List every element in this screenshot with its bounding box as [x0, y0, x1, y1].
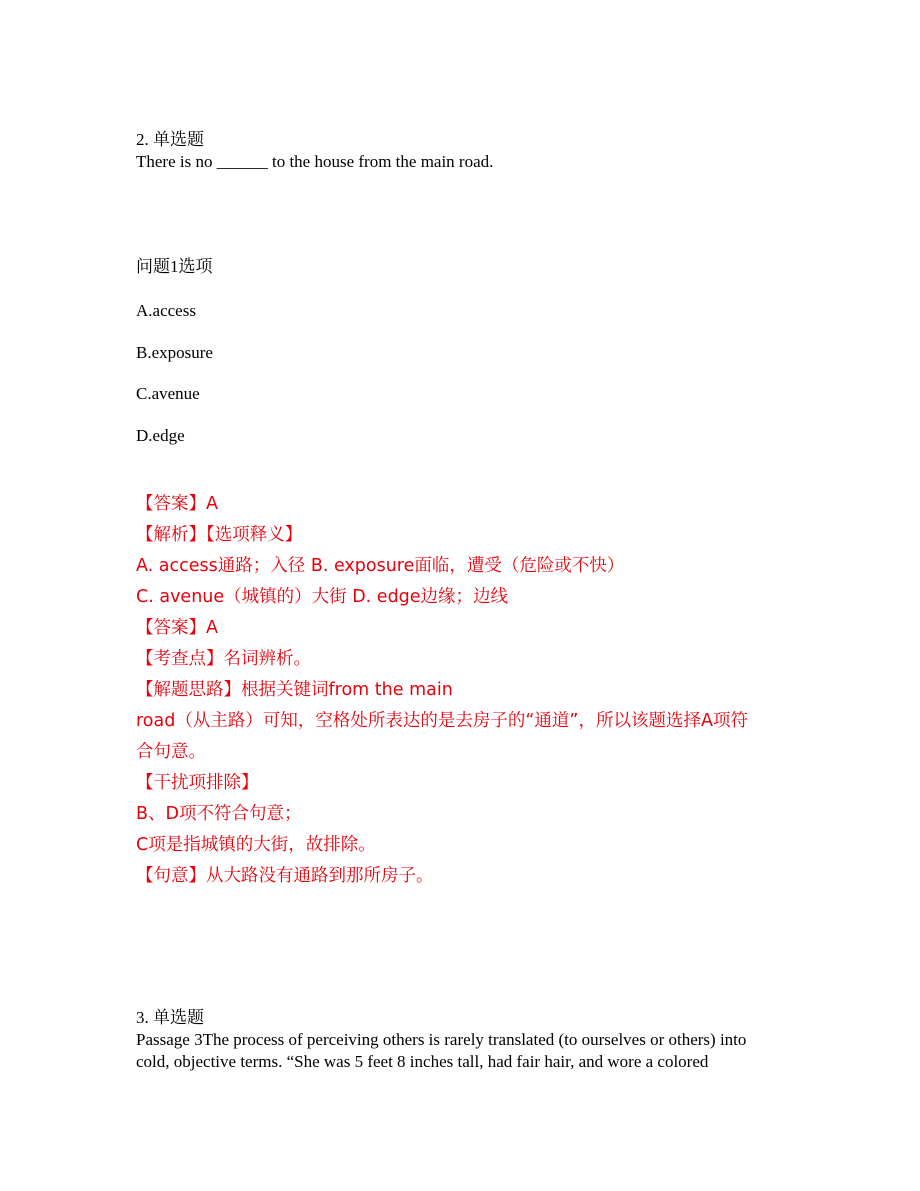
question-2-stem: There is no ______ to the house from the main road.: [136, 152, 494, 171]
answer-analysis: [136, 489, 748, 892]
question-2-heading: 2. 单选题: [136, 130, 204, 149]
solution-idea-line: 【解题思路】根据关键词from the main: [136, 680, 453, 700]
option-d: D.edge: [136, 426, 185, 445]
option-b: B.exposure: [136, 343, 213, 362]
answer-line: 【答案】A: [136, 494, 218, 514]
option-gloss-line: C. avenue（城镇的）大街 D. edge边缘；边线: [136, 587, 509, 607]
distractor-line: B、D项不符合句意；: [136, 804, 302, 824]
solution-idea-line: road（从主路）可知，空格处所表达的是去房子的“通道”，所以该题选择A项符: [136, 711, 748, 731]
question-3-heading: 3. 单选题: [136, 1008, 204, 1027]
option-a: A.access: [136, 301, 196, 320]
answer-line: 【答案】A: [136, 618, 218, 638]
distractor-header: 【干扰项排除】: [136, 773, 259, 793]
options-title: 问题1选项: [136, 257, 213, 276]
question-2: [136, 129, 493, 173]
option-gloss-line: A. access通路；入径 B. exposure面临，遭受（危险或不快）: [136, 556, 625, 576]
test-point-line: 【考查点】名词辨析。: [136, 649, 311, 669]
sentence-meaning-line: 【句意】从大路没有通路到那所房子。: [136, 866, 434, 886]
question-3-passage-line: cold, objective terms. “She was 5 feet 8 inches tall, had fair hair, and wore a colored: [136, 1052, 709, 1071]
analysis-header: 【解析】【选项释义】: [136, 525, 303, 545]
distractor-line: C项是指城镇的大街，故排除。: [136, 835, 376, 855]
question-3-passage-line: Passage 3The process of perceiving others is rarely translated (to ourselves or others) into: [136, 1030, 747, 1049]
solution-idea-line: 合句意。: [136, 742, 206, 762]
option-c: C.avenue: [136, 384, 200, 403]
question-3: [136, 1007, 746, 1073]
